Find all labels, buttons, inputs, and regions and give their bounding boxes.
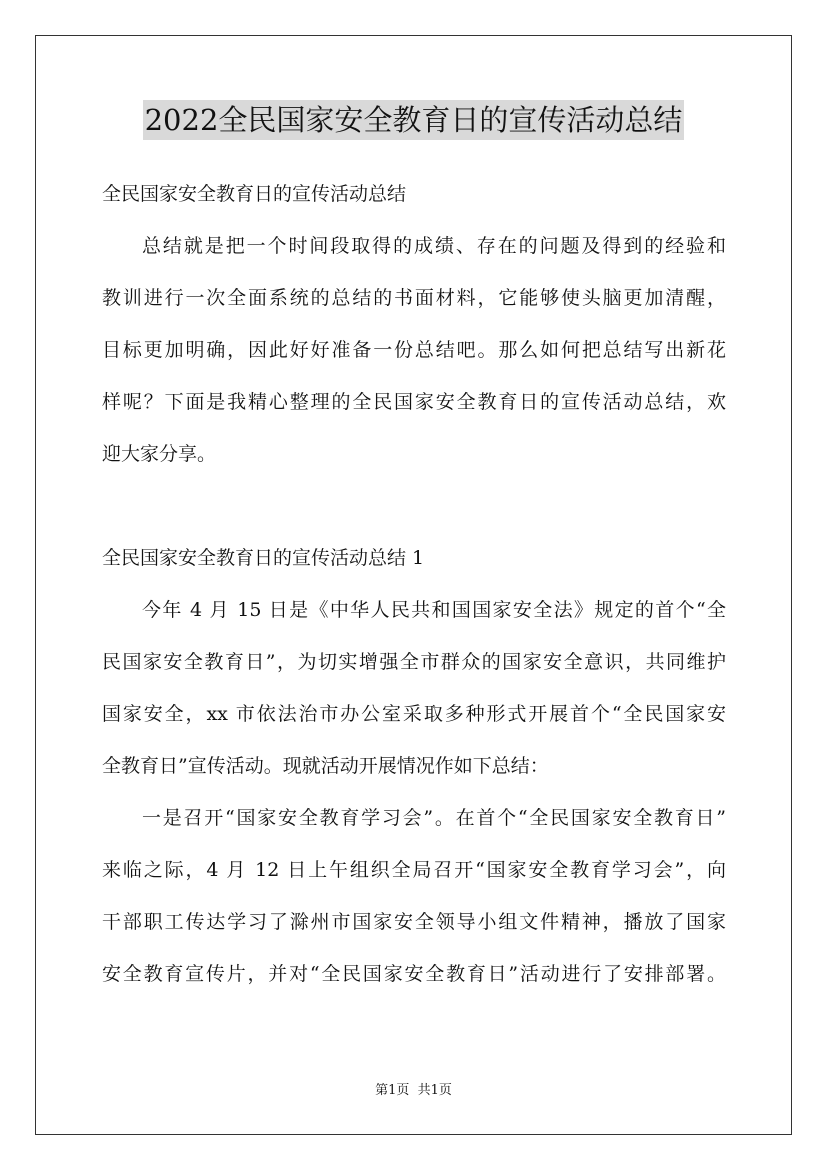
- intro-line: 目标更加明确，因此好好准备一份总结吧。那么如何把总结写出新花: [102, 339, 726, 361]
- page-number: 第1页: [375, 1083, 410, 1098]
- section-para1-line: 今年 4 月 15 日是《中华人民共和国国家安全法》规定的首个“全: [142, 599, 726, 621]
- document-title: 2022全民国家安全教育日的宣传活动总结: [143, 100, 685, 140]
- section-para2-line: 安全教育宣传片，并对“全民国家安全教育日”活动进行了安排部署。: [102, 963, 726, 985]
- section-para1-line: 国家安全，xx 市依法治市办公室采取多种形式开展首个“全民国家安: [102, 703, 726, 725]
- section-para1-line: 民国家安全教育日”，为切实增强全市群众的国家安全意识，共同维护: [102, 651, 726, 673]
- section-para2-line: 来临之际，4 月 12 日上午组织全局召开“国家安全教育学习会”，向: [102, 859, 726, 881]
- title-container: [0, 100, 827, 140]
- section-heading: 全民国家安全教育日的宣传活动总结 1: [102, 547, 425, 569]
- page-total: 共1页: [417, 1083, 452, 1098]
- paragraph-gap: [102, 488, 726, 540]
- intro-line: 样呢？下面是我精心整理的全民国家安全教育日的宣传活动总结，欢: [102, 391, 726, 413]
- intro-line: 迎大家分享。: [102, 443, 217, 465]
- section-para2-line: 一是召开“国家安全教育学习会”。在首个“全民国家安全教育日”: [142, 807, 726, 829]
- intro-line: 教训进行一次全面系统的总结的书面材料，它能够使头脑更加清醒，: [102, 287, 726, 309]
- page-footer: [0, 1082, 827, 1100]
- intro-line: 总结就是把一个时间段取得的成绩、存在的问题及得到的经验和: [142, 235, 726, 257]
- document-body: [102, 176, 726, 1008]
- section-para1-line: 全教育日”宣传活动。现就活动开展情况作如下总结：: [102, 755, 549, 777]
- subtitle: 全民国家安全教育日的宣传活动总结: [102, 183, 407, 205]
- section-para2-line: 干部职工传达学习了滁州市国家安全领导小组文件精神，播放了国家: [102, 911, 726, 933]
